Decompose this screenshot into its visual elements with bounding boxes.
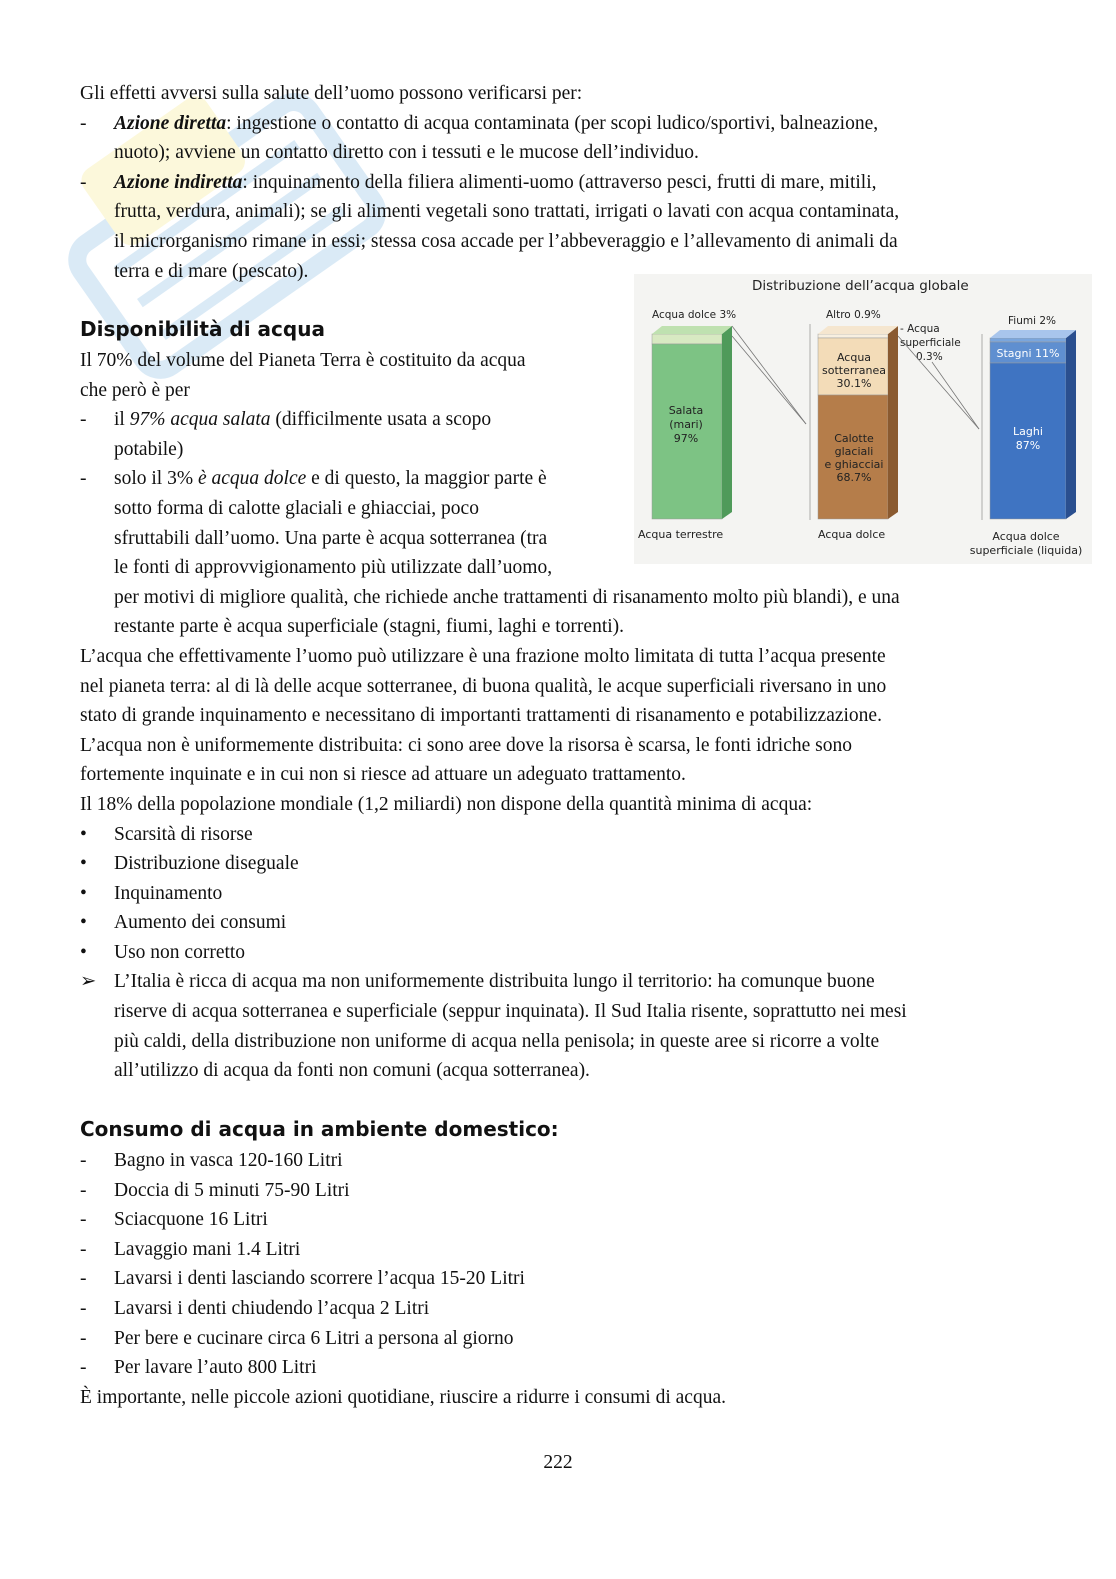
bar-top [818, 326, 898, 334]
label-superficiale-liquida-2: superficiale (liquida) [969, 544, 1083, 557]
page-number: 222 [543, 1452, 573, 1473]
consumption-item: - Lavarsi i denti chiudendo l’acqua 2 Litri [80, 1297, 430, 1319]
term-direct: Azione diretta [114, 112, 227, 134]
label-fiumi: Fiumi 2% [1008, 315, 1056, 327]
list-item-direct: - Azione diretta: ingestione o contatto di acqua contaminata (per scopi ludico/sportivi, balneazione, [80, 112, 879, 134]
consumption-item: - Sciacquone 16 Litri [80, 1209, 268, 1231]
section-heading-consumption: Consumo di acqua in ambiente domestico: [80, 1117, 559, 1141]
label-superficiale-1: - Acqua [900, 323, 940, 335]
bullet-item: • Scarsità di risorse [80, 823, 253, 845]
arrow-item-italy: ➢ L’Italia è ricca di acqua ma non uniformemente distribuita lungo il territorio: ha comunque buone [80, 967, 1040, 997]
label-calotte-3: e ghiacciai [824, 458, 884, 471]
consumption-item: - Per bere e cucinare circa 6 Litri a persona al giorno [80, 1327, 514, 1349]
list-item-fresh: - solo il 3% è acqua dolce e di questo, la maggior parte è [80, 468, 547, 490]
list-item-indirect: - Azione indiretta: inquinamento della filiera alimenti-uomo (attraverso pesci, frutti di mare, mitili, [80, 171, 877, 193]
bar-side [722, 326, 732, 519]
bar-side [1066, 330, 1076, 519]
consumption-item: - Per lavare l’auto 800 Litri [80, 1357, 317, 1379]
label-superficiale-3: 0.3% [916, 351, 943, 363]
closing-sentence: È importante, nelle piccole azioni quotidiane, riuscire a ridurre i consumi di acqua. [80, 1386, 726, 1408]
bar-top [652, 326, 732, 334]
intro-block: Gli effetti avversi sulla salute dell’uomo possono verificarsi per: - Azione diretta: ingestione o contatto di acqua contaminata (per scopi ludico/sportivi, balneazione, nuoto); avviene un contatto diretto con i tessuti e le mucose dell’individuo. - Azione indiretta: inquinamento della filiera alimenti-uomo (attraverso pesci, frutti di mare, mitili, frutta, verdura, animali); se gli alimenti vegetali sono trattati, irrigati o lavati con acqua contaminata, il microrganismo rimane in essi; stessa cosa accade per l’abbeveraggio e l’allevamento di animali da terra e di mare (pescato). [80, 79, 1040, 286]
bar-segment-other [818, 334, 888, 338]
bar-side [888, 326, 898, 519]
para1-line: L’acqua che effettivamente l’uomo può utilizzare è una frazione molto limitata di tutta l’acqua presente [80, 645, 886, 667]
arrow-bullet-icon: ➢ [80, 971, 97, 993]
label-salata: Salata [668, 404, 704, 417]
label-superficiale-2: superficiale [900, 337, 961, 349]
label-dolce-3: Acqua dolce 3% [652, 309, 737, 321]
label-salata-pct: 97% [673, 432, 699, 445]
label-mari: (mari) [669, 418, 703, 431]
label-sotterranea-2: sotterranea [822, 364, 886, 377]
label-superficiale-liquida-1: Acqua dolce [992, 530, 1060, 543]
consumption-item: - Doccia di 5 minuti 75-90 Litri [80, 1179, 350, 1201]
label-sotterranea-3: 30.1% [836, 377, 872, 390]
label-sotterranea-1: Acqua [836, 351, 872, 364]
consumption-item: - Lavaggio mani 1.4 Litri [80, 1238, 301, 1260]
section-heading-availability: Disponibilità di acqua [80, 317, 325, 341]
para2-line: L’acqua non è uniformemente distribuita: ci sono aree dove la risorsa è scarsa, le fonti idriche sono [80, 734, 852, 756]
bar-segment-rivers [990, 338, 1066, 342]
water-distribution-chart [634, 274, 1092, 564]
bar-segment-fresh-3 [652, 334, 722, 344]
consumption-item: - Bagno in vasca 120-160 Litri [80, 1150, 343, 1171]
label-calotte-4: 68.7% [836, 471, 872, 484]
bar-top [990, 330, 1076, 338]
label-calotte-1: Calotte [834, 432, 874, 445]
term-indirect: Azione indiretta [114, 171, 243, 193]
bullet-item: • Inquinamento [80, 882, 223, 904]
list-item-salt: - il 97% acqua salata (difficilmente usata a scopo [80, 409, 492, 431]
label-acqua-dolce: Acqua dolce [818, 528, 886, 541]
intro-lead: Gli effetti avversi sulla salute dell’uomo possono verificarsi per: [80, 83, 583, 104]
label-laghi-1: Laghi [1013, 425, 1043, 438]
para1-line: nel pianeta terra: al di là delle acque sotterranee, di buona qualità, le acque superficiali riversano in uno [80, 675, 887, 697]
para1-line: stato di grande inquinamento e necessitano di importanti trattamenti di risanamento e potabilizzazione. [80, 705, 882, 727]
availability-block: Il 70% del volume del Pianeta Terra è costituito da acqua che però è per - il 97% acqua salata (difficilmente usata a scopo potabile) - solo il 3% è acqua dolce e di questo, la maggior parte è sotto forma di calotte glaciali e ghiacciai, poco sfruttabili dall’uomo. Una parte è acqua sotterranea (tra le fonti di approvvigionamento più utilizzate dall’uomo, per motivi di migliore qualità, che richiede anche trattamenti di risanamento molto più blandi), e una restante parte è acqua superficiale (stagni, fiumi, laghi e torrenti). L’acqua che effettivamente l’uomo può utilizzare è una frazione molto limitata di tutta l’acqua presente nel pianeta terra: al di là delle acque sotterranee, di buona qualità, le acque superficiali riversano in uno stato di grande inquinamento e necessitano di importanti trattamenti di risanamento e potabilizzazione. L’acqua non è uniformemente distribuita: ci sono aree dove la risorsa è scarsa, le fonti idriche sono fortemente inquinate e in cui non si riesce ad attuare un adeguato trattamento. Il 18% della popolazione mondiale (1,2 miliardi) non dispone della quantità minima di acqua: • Scarsità di risorse • Distribuzione diseguale • Inquinamento • Aumento dei consumi • Uso non corretto ➢ L’Italia è ricca di acqua ma non uniformemente distribuita lungo il territorio: ha comunque buone riserve di acqua sotterranea e superficiale (seppur inquinata). Il Sud Italia risente, soprattutto nei mesi più caldi, della distribuzione non uniforme di acqua nella penisola; in queste aree si ricorre a volte all’utilizzo di acqua da fonti non comuni (acqua sotterranea). [80, 346, 1040, 1086]
para3: Il 18% della popolazione mondiale (1,2 miliardi) non dispone della quantità minima di acqua: [80, 793, 813, 815]
label-stagni: Stagni 11% [996, 347, 1060, 360]
label-laghi-2: 87% [1015, 439, 1041, 452]
label-calotte-2: glaciali [834, 445, 874, 458]
label-altro: Altro 0.9% [826, 309, 881, 321]
bullet-item: • Aumento dei consumi [80, 912, 287, 934]
bullet-item: • Uso non corretto [80, 941, 246, 963]
bullet-item: • Distribuzione diseguale [80, 853, 299, 875]
consumption-item: - Lavarsi i denti lasciando scorrere l’acqua 15-20 Litri [80, 1268, 525, 1290]
label-acqua-terrestre: Acqua terrestre [638, 528, 724, 541]
consumption-block [80, 1146, 1040, 1412]
chart-title: Distribuzione dell’acqua globale [752, 278, 969, 294]
para2-line: fortemente inquinate e in cui non si riesce ad attuare un adeguato trattamento. [80, 764, 686, 786]
